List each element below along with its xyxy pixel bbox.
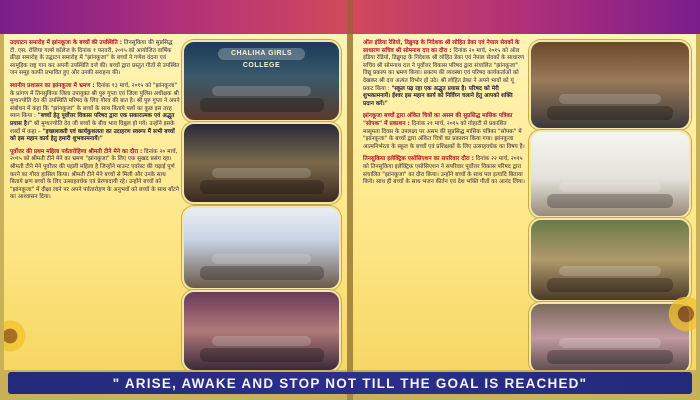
right-section-3-heading: तिनसुकिया इलेक्ट्रिक एसोसिएशन का सपरिवार दौरा : [363,156,474,163]
left-section-1 [10,40,180,78]
photo-association-visit [529,218,691,302]
photo-figure-row [200,98,324,112]
photo-figure-row [559,182,660,192]
photo-visit-interaction [182,290,341,370]
left-photo-column [182,40,337,366]
photo-figure-row [547,106,673,120]
right-section-1-heading: ऑल इंडिया रेडियो, डिब्रुगढ़ के निदेशक श्री लोहित डेका एवं नेपाल सेवकों के साधारण सचिव श्री सोमनाथ दत्त का दौरा : [363,40,520,54]
right-section-2-heading: झांनकूजा बच्चों द्वारा अंकित चित्रों का असम की सुप्रसिद्ध मासिक पत्रिका "सोफ्क" में प्रकाशन : [363,113,513,127]
left-text-column [10,40,180,366]
photo-figure-row [200,348,324,362]
photo-college-stage [182,40,341,122]
left-page [4,34,347,370]
photo-stage-sign [218,48,305,69]
photo-stage-sign-text: CHALIHA GIRLS COLLEGE [230,50,293,69]
left-section-2 [10,83,180,144]
right-section-3-body: दिनांक २२ मार्च, २०१५ को तिनसुकिया इलेक्ट्रिक एसोसिएशन ने सपरिवार पूर्वोत्तर विकास परिषद द्वारा संचालित "झांनकूजा" का दौरा किया। उन्होंने बच्चों के साथ पल इत्यादि बिताया किये। साथ ही बच्चों के साथ भजन कीर्तन एवं देश भक्ति गीतों का आनंद लिया। [363,156,525,186]
left-section-1-body: तिनसुकिया की सुप्रसिद्ध टी. एस. रोलिया गर्ल्स कॉलेज के दिनांक १ फरवरी, २०१५ को आयोजित वार्षिक क्रीड़ा समारोह के उद्घाटन समारोह में "झांनकूजा" के बच्चों ने गणेश वंदना एवं सामूहिक राष्ट्र गान कर अपनी उपस्थिति दर्ज की। बच्चों द्वारा प्रस्तुत गीतों से उपस्थित जन समूह काफी प्रभावित हुए और उनकी सराहना की। [10,40,180,77]
right-page [353,34,696,370]
right-text-column [363,40,525,366]
left-section-2-tail: श्री मुग्धज्योति देव जी बच्चों के बीच भाव विह्वल हो गये। उन्होंने इसके शब्दों में कहा – [10,120,175,135]
left-section-3 [10,149,180,202]
photo-figure-row [212,336,311,346]
photo-figure-row [212,86,311,96]
left-section-2-heading: स्थानीय प्रशासन का झांनकूजा में भ्रमण : [10,82,95,89]
right-section-2 [363,113,525,151]
photo-children-performance [182,122,341,204]
photo-figure-row [212,254,311,264]
photo-figure-row [547,350,673,364]
right-section-1-quote: "स्कूल पढ़ रहा एक अद्भुत प्रयास है। परिषद को मेरी शुभकामनायें। ईश्वर इस महान कार्य को निर्विघ्न चलाने हेतु आपको शक्ति प्रदान करें।" [363,85,513,107]
photo-figure-row [212,168,311,178]
right-section-3 [363,156,525,186]
slogan-text: " ARISE, AWAKE AND STOP NOT TILL THE GOAL IS REACHED" [112,375,588,391]
photo-children-group [182,206,341,290]
left-section-2-quote: "बच्चों हेतु पूर्वोत्तर विकास परिषद द्वारा एक सकारात्मक एवं अद्भुत प्रयास है।" [10,113,175,127]
left-section-1-heading: उदघाटन समारोह में झांनकूजा के बच्चों की उपस्थिति : [10,40,122,46]
photo-figure-row [559,94,660,104]
right-photo-column [529,40,687,366]
right-section-2-body: दिनांक २१ मार्च, २०१५ को गोहाटी से प्रकाशित मासूमता दिवस के उपलक्ष्य पर असम की सुप्रसिद्ध मासिक पत्रिका "सोफ्क" में "झांनकूजा" के बच्चों द्वारा अंकित चित्रों का प्रकाशन किया गया। झांनकूजा आत्मनिर्भरता के स्कूल के बच्चों एवं प्रशिक्षकों के लिए उत्साहवर्धक का विषय है। [363,120,525,150]
photo-magazine-drawings [529,130,691,218]
left-section-3-heading: पूर्वोत्तर की प्रथम महिला पर्वतारोहिणा श्रीमती टीने मेने का दौरा : [10,148,143,155]
photo-figure-row [547,194,673,208]
photo-figure-row [200,180,324,194]
right-section-1-body: दिनांक २० मार्च, २०१५ को ऑल इंडिया रेडियो, डिब्रुगढ़ के निदेशक श्री लोहित डेका एवं नेपाल सेवकों के साधारण सचिव श्री सोमनाथ दत्त ने पूर्वोत्तर विकास परिषद द्वारा संचालित "झांनकूजा" विद्यु प्रकल्प का भ्रमण किया। प्रकल्प की व्यवस्था एवं परिषद कार्यकर्ताओं को देखकर श्री दत्त अत्यंत विभोर हो उठे। श्री लोहित डेका ने अपने भावों को यूं प्रकट किया : [363,47,525,92]
photo-figure-row [559,338,660,348]
photo-radio-director-visit [529,40,691,130]
right-section-1 [363,40,525,108]
photo-figure-row [547,278,673,292]
photo-figure-row [559,266,660,276]
photo-figure-row [200,266,324,280]
slogan-banner [8,372,692,394]
left-section-2-body: दिनांक १३ मार्च, २०१५ को "झांनकूजा" के प्रांगण में तिनसुकिया जिला उपायुक्त श्री पुरु गुप्ता एवं जिला पुलिस अधीक्षक श्री मुग्धज्योति देव की उपस्थिति परिषद के लिए गौरव की बात है। श्री पुरु गुप्ता ने अपने संबोधन में कहा कि "झांनकूजा" के बच्चों के साथ बिताये पलों का कुछ इस तरह ब्यान किया : [10,82,180,120]
left-section-3-body: दिनांक २० मार्च, २०१५ को श्रीमती टीने मेने का भ्रमण "झांनकूजा" के लिए एक सुखद प्रसंग रहा। श्रीमती टीने मेने पूर्वोत्तर की पहली महिला है जिन्होंने माउन्ट एवरेस्ट की चढ़ाई पूर्ण करने का गौरव हासिल किया। श्रीमती टीने मेने बच्चों से मिली और उनके साथ बिताये क्षण बच्चों के लिए उत्साहवर्धक एवं प्रेरणादायी रहे। उन्होंने बच्चों को "झांनकूजा" में दीक्षा लाने पर अपने पर्वतारोहण के अनुभवों को बच्चों के साथ बाँटने का आश्वासन दिया। [10,148,179,201]
left-section-2-quote-2: "इच्छाशक्ती एवं कार्यकुशलता का उदाहरण स्वरूप मैं सभी बच्चों को इस महान कार्य हेतु हमारी शुभकामनायें।" [10,128,175,143]
